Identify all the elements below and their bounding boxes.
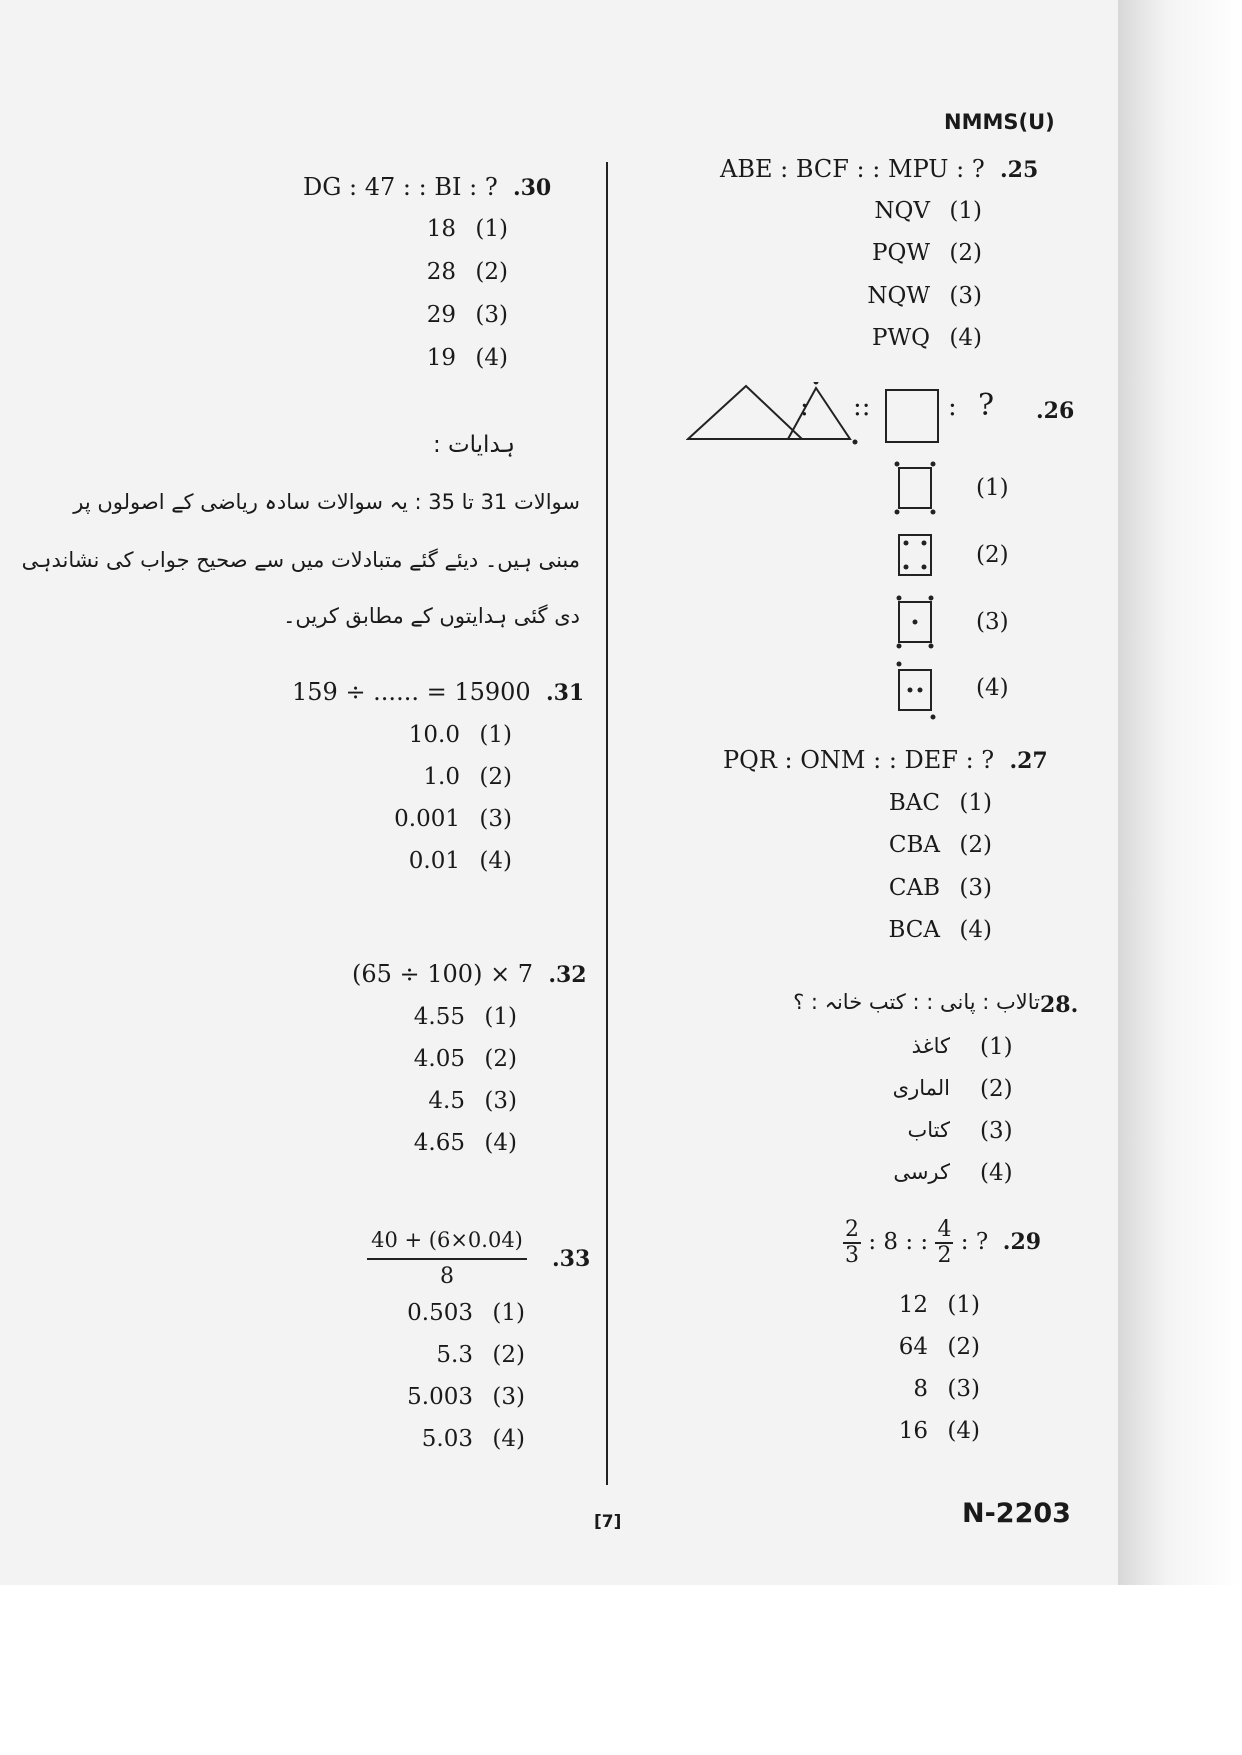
q29-middle: : 8 : :: [868, 1229, 929, 1255]
q27-option-3[interactable]: CAB (3): [888, 875, 992, 901]
q32-option-4[interactable]: 4.65 (4): [413, 1130, 517, 1156]
q30-text: DG : 47 : : BI : ?: [303, 173, 498, 201]
q25-option-4[interactable]: PWQ (4): [872, 325, 982, 351]
q32-option-3[interactable]: 4.5 (3): [428, 1088, 517, 1114]
q27-option-1[interactable]: BAC (1): [888, 790, 992, 816]
q31-option-4[interactable]: 0.01 (4): [408, 848, 512, 874]
q30-number: .30: [512, 175, 552, 201]
q26-figure-question: [686, 382, 956, 452]
q29-number: .29: [1002, 1229, 1042, 1255]
page-number: [7]: [594, 1512, 622, 1532]
q29-fraction-1: $\frac{2}{3}$: [845, 1217, 859, 1268]
q33-option-3[interactable]: 5.003 (3): [407, 1384, 525, 1410]
triangle-dot-bottom: [853, 440, 858, 445]
instructions-line-2: مبنی ہیں۔ دیئے گئے متبادلات میں سے صحیح جواب کی نشاندہی: [21, 548, 580, 572]
q25-option-2[interactable]: PQW (2): [872, 240, 982, 266]
q27-question: [723, 746, 1048, 774]
q33-numerator: 40 + (6×0.04): [371, 1228, 523, 1252]
q29-option-3[interactable]: 8 (3): [913, 1376, 980, 1402]
q33-fraction-bar: [367, 1258, 527, 1260]
q32-option-2[interactable]: 4.05 (2): [413, 1046, 517, 1072]
q30-option-4[interactable]: 19 (4): [426, 345, 508, 371]
q28-text: تالاب : پانی : : کتب خانہ : ؟: [793, 990, 1040, 1014]
column-divider: [606, 162, 608, 1485]
square-figure: [886, 390, 938, 442]
page-edge-shadow: [1118, 0, 1242, 1585]
q27-number: .27: [1009, 748, 1048, 774]
q29-option-4[interactable]: 16 (4): [898, 1418, 980, 1444]
q28-option-2-value: الماری: [892, 1076, 950, 1100]
q31-option-3[interactable]: 0.001 (3): [394, 806, 512, 832]
q26-colon-2: :: [948, 392, 957, 422]
q28-option-4[interactable]: (4): [980, 1160, 1013, 1186]
triangle-figure: [688, 386, 802, 439]
triangle-dot-top: [814, 382, 819, 385]
q28-option-1[interactable]: (1): [980, 1034, 1013, 1060]
scanner-background: [0, 1585, 1242, 1755]
q26-colon-1: :: [800, 392, 809, 422]
q29-question: [843, 1218, 1041, 1268]
instructions-line-3: دی گئی ہدایتوں کے مطابق کریں۔: [283, 604, 580, 628]
q25-text: ABE : BCF : : MPU : ?: [720, 155, 985, 183]
q32-number: .32: [548, 962, 587, 988]
q31-option-1[interactable]: 10.0 (1): [408, 722, 512, 748]
q29-end: : ?: [960, 1229, 989, 1255]
q26-option-2-figure: [890, 527, 940, 583]
q25-option-3[interactable]: NQW (3): [867, 283, 982, 309]
q33-option-2[interactable]: 5.3 (2): [436, 1342, 525, 1368]
q27-option-4[interactable]: BCA (4): [888, 917, 992, 943]
instructions-line-1: سوالات 31 تا 35 : یہ سوالات سادہ ریاضی کے اصولوں پر: [73, 490, 580, 514]
q26-option-1[interactable]: (1): [976, 475, 1009, 501]
q26-option-2[interactable]: (2): [976, 542, 1009, 568]
q28-option-4-value: کرسی: [893, 1160, 950, 1184]
q30-option-2[interactable]: 28 (2): [426, 259, 508, 285]
q28-option-3-value: کتاب: [907, 1118, 950, 1142]
q33-option-1[interactable]: 0.503 (1): [407, 1300, 525, 1326]
q31-option-2[interactable]: 1.0 (2): [423, 764, 512, 790]
q31-question: [292, 678, 584, 706]
q29-option-1[interactable]: 12 (1): [898, 1292, 980, 1318]
q26-option-4[interactable]: (4): [976, 675, 1009, 701]
q32-option-1[interactable]: 4.55 (1): [413, 1004, 517, 1030]
q28-number: 28.: [1040, 992, 1079, 1018]
instructions-heading: ہدایات :: [432, 432, 515, 458]
q31-number: .31: [545, 680, 585, 706]
triangle-with-dots-figure: [788, 388, 850, 439]
q28-option-2[interactable]: (2): [980, 1076, 1013, 1102]
q26-number: .26: [1036, 398, 1075, 424]
q25-number: .25: [1000, 157, 1039, 183]
q29-fraction-2: $\frac{4}{2}$: [937, 1217, 952, 1268]
q27-option-2[interactable]: CBA (2): [888, 832, 992, 858]
q32-question: [352, 960, 587, 988]
q30-option-3[interactable]: 29 (3): [426, 302, 508, 328]
exam-code: NMMS(U): [944, 110, 1055, 134]
footer-code: N-2203: [962, 1498, 1071, 1529]
q29-option-2[interactable]: 64 (2): [898, 1334, 980, 1360]
q33-option-4[interactable]: 5.03 (4): [421, 1426, 525, 1452]
q30-question: [303, 173, 551, 201]
q25-question: [720, 155, 1038, 183]
q33-number: .33: [552, 1246, 591, 1272]
q26-option-1-figure: [890, 460, 940, 516]
q26-double-colon: ::: [853, 392, 871, 422]
q26-question-mark: ?: [978, 388, 995, 423]
q25-option-1[interactable]: NQV (1): [874, 198, 982, 224]
q27-text: PQR : ONM : : DEF : ?: [723, 746, 995, 774]
q26-option-3-figure: [890, 594, 940, 650]
q31-text: 159 ÷ ...... = 15900: [292, 678, 531, 706]
q33-denominator: 8: [440, 1264, 454, 1289]
q30-option-1[interactable]: 18 (1): [426, 216, 508, 242]
q28-option-1-value: کاغذ: [911, 1034, 950, 1058]
q26-option-4-figure: [890, 660, 940, 722]
q28-option-3[interactable]: (3): [980, 1118, 1013, 1144]
q26-option-3[interactable]: (3): [976, 609, 1009, 635]
q32-text: (65 ÷ 100) × 7: [352, 960, 534, 988]
